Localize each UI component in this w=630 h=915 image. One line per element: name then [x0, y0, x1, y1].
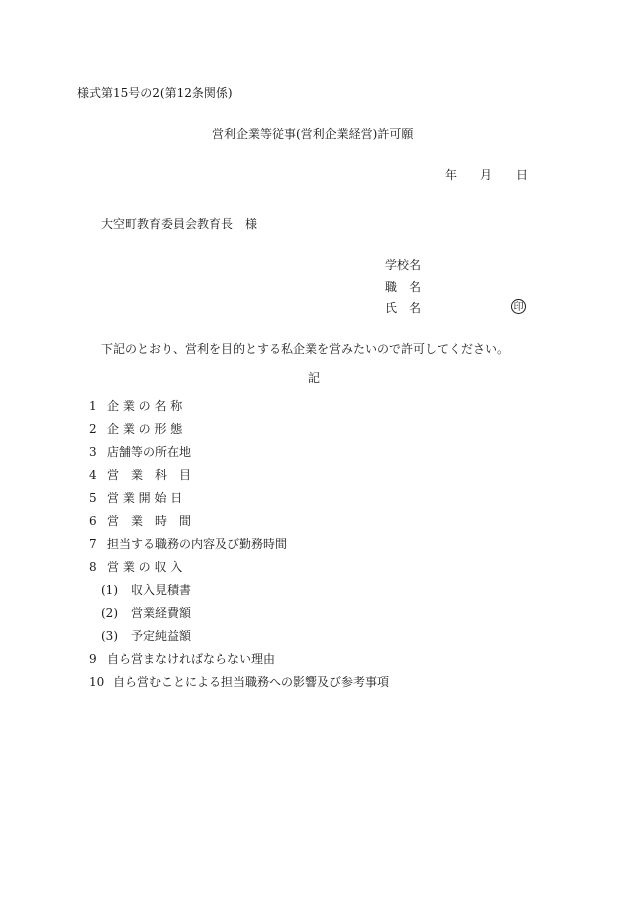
item-text: 自ら営むことによる担当職務への影響及び参考事項 [113, 675, 390, 689]
item-number: 2 [89, 422, 97, 436]
item-text: 営 業 科 目 [107, 468, 192, 482]
item-text: 収入見積書 [131, 583, 192, 597]
item-number: (1) [101, 583, 118, 597]
item-text: 店舗等の所在地 [107, 445, 192, 459]
item-number: 10 [89, 675, 105, 689]
date-month-label: 月 [480, 168, 493, 182]
item-number: 5 [89, 491, 97, 505]
date-day-label: 日 [516, 168, 529, 182]
item-number: (3) [101, 629, 118, 643]
item-text: 営 業 の 収 入 [107, 560, 183, 574]
item-text: 企 業 の 形 態 [107, 422, 183, 436]
item-number: 6 [89, 514, 97, 528]
document-title: 営利企業等従事(営利企業経営)許可願 [212, 127, 414, 141]
intro-text: 下記のとおり、営利を目的とする私企業を営みたいので許可してください。 [101, 342, 510, 356]
form-number: 様式第15号の2(第12条関係) [77, 86, 233, 100]
item-text: 営業経費額 [131, 606, 192, 620]
item-text: 営 業 時 間 [107, 514, 192, 528]
item-text: 予定純益額 [131, 629, 192, 643]
item-number: 3 [89, 445, 97, 459]
item-number: 4 [89, 468, 97, 482]
seal-mark: 印 [511, 299, 526, 314]
item-text: 担当する職務の内容及び勤務時間 [107, 537, 288, 551]
addressee: 大空町教育委員会教育長 様 [101, 217, 258, 231]
item-text: 自ら営まなければならない理由 [107, 652, 276, 666]
name-label: 氏 名 [385, 301, 422, 315]
item-number: (2) [101, 606, 118, 620]
item-number: 7 [89, 537, 97, 551]
date-year-label: 年 [445, 168, 458, 182]
item-number: 8 [89, 560, 97, 574]
ki-heading: 記 [308, 371, 321, 385]
school-name-label: 学校名 [385, 258, 422, 272]
item-text: 営 業 開 始 日 [107, 491, 183, 505]
item-number: 9 [89, 652, 97, 666]
item-number: 1 [89, 399, 97, 413]
position-label: 職 名 [385, 280, 422, 294]
item-text: 企 業 の 名 称 [107, 399, 183, 413]
